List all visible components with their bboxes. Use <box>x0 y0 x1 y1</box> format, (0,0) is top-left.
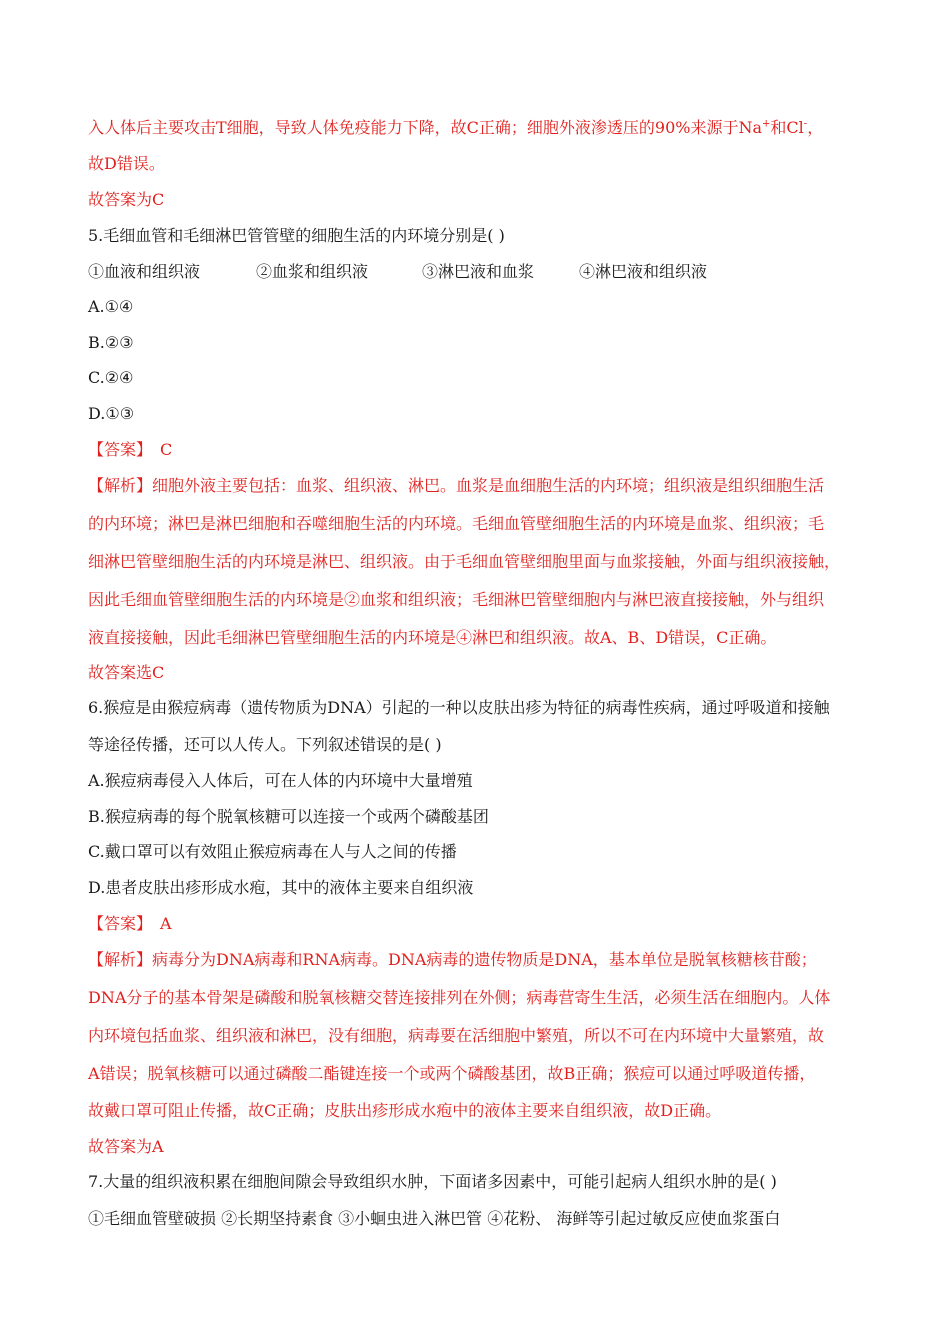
q5-stem: 5.毛细血管和毛细淋巴管管壁的细胞生活的内环境分别是( ) <box>88 226 505 245</box>
q6-analysis-line-5: 故戴口罩可阻止传播，故C正确；皮肤出疹形成水疱中的液体主要来自组织液，故D正确。 <box>88 1101 722 1120</box>
q5-analysis-line-4: 因此毛细血管壁细胞生活的内环境是②血浆和组织液；毛细淋巴管壁细胞内与淋巴液直接接触，外与组织 <box>88 590 825 609</box>
q5-analysis-line-2: 的内环境；淋巴是淋巴细胞和吞噬细胞生活的内环境。毛细血管壁细胞生活的内环境是血浆、组织液；毛 <box>88 514 825 533</box>
q6-stem-line-2: 等途径传播，还可以人传人。下列叙述错误的是( ) <box>88 735 442 754</box>
q5-analysis-line-3: 细淋巴管壁细胞生活的内环境是淋巴、组织液。由于毛细血管壁细胞里面与血浆接触，外面与组织液接触， <box>88 552 841 571</box>
q6-option-a: A.猴痘病毒侵入人体后，可在人体的内环境中大量增殖 <box>88 771 473 790</box>
q5-option-d: D.①③ <box>88 404 135 423</box>
q5-analysis-line-5: 液直接接触，因此毛细淋巴管壁细胞生活的内环境是④淋巴和组织液。故A、B、D错误，C正确。 <box>88 628 777 647</box>
q5-option-c: C.②④ <box>88 368 134 387</box>
q5-answer: 【答案】 C <box>88 440 173 459</box>
q6-analysis-line-4: A错误；脱氧核糖可以通过磷酸二酯键连接一个或两个磷酸基团，故B正确；猴痘可以通过呼吸道传播， <box>88 1064 816 1083</box>
q5-analysis-line-1: 【解析】细胞外液主要包括：血浆、组织液、淋巴。血浆是血细胞生活的内环境；组织液是组织细胞生活 <box>88 476 825 495</box>
q6-option-d: D.患者皮肤出疹形成水疱，其中的液体主要来自组织液 <box>88 878 474 897</box>
q6-conclusion: 故答案为A <box>88 1137 164 1156</box>
q7-stem: 7.大量的组织液积累在细胞间隙会导致组织水肿，下面诸多因素中，可能引起病人组织水肿的是( ) <box>88 1172 777 1191</box>
q5-item: ②血浆和组织液 <box>256 262 369 281</box>
q6-answer: 【答案】 A <box>88 914 172 933</box>
q5-item: ④淋巴液和组织液 <box>579 262 708 281</box>
prev-conclusion: 故答案为C <box>88 190 165 209</box>
q6-option-b: B.猴痘病毒的每个脱氧核糖可以连接一个或两个磷酸基团 <box>88 807 489 826</box>
q6-analysis-line-1: 【解析】病毒分为DNA病毒和RNA病毒。DNA病毒的遗传物质是DNA，基本单位是脱氧核糖核苷酸； <box>88 950 817 969</box>
q6-analysis-line-3: 内环境包括血浆、组织液和淋巴，没有细胞，病毒要在活细胞中繁殖，所以不可在内环境中大量繁殖，故 <box>88 1026 825 1045</box>
prev-analysis-line-2: 故D错误。 <box>88 154 165 173</box>
q5-conclusion: 故答案选C <box>88 663 165 682</box>
q5-item: ①血液和组织液 <box>88 262 201 281</box>
q6-analysis-line-2: DNA分子的基本骨架是磷酸和脱氧核糖交替连接排列在外侧；病毒营寄生生活，必须生活在细胞内。人体 <box>88 988 831 1007</box>
q6-stem-line-1: 6.猴痘是由猴痘病毒（遗传物质为DNA）引起的一种以皮肤出疹为特征的病毒性疾病，通过呼吸道和接触 <box>88 698 830 717</box>
q6-option-c: C.戴口罩可以有效阻止猴痘病毒在人与人之间的传播 <box>88 842 457 861</box>
q5-option-b: B.②③ <box>88 333 134 352</box>
q7-items: ①毛细血管壁破损 ②长期坚持素食 ③小蛔虫进入淋巴管 ④花粉、 海鲜等引起过敏反应使血浆蛋白 <box>88 1209 781 1228</box>
q5-items <box>88 262 707 282</box>
q5-item: ③淋巴液和血浆 <box>422 262 535 281</box>
prev-analysis-line-1: 入人体后主要攻击T细胞，导致人体免疫能力下降，故C正确；细胞外液渗透压的90%来源于Na+和Cl-， <box>88 118 824 137</box>
q5-option-a: A.①④ <box>88 297 134 316</box>
